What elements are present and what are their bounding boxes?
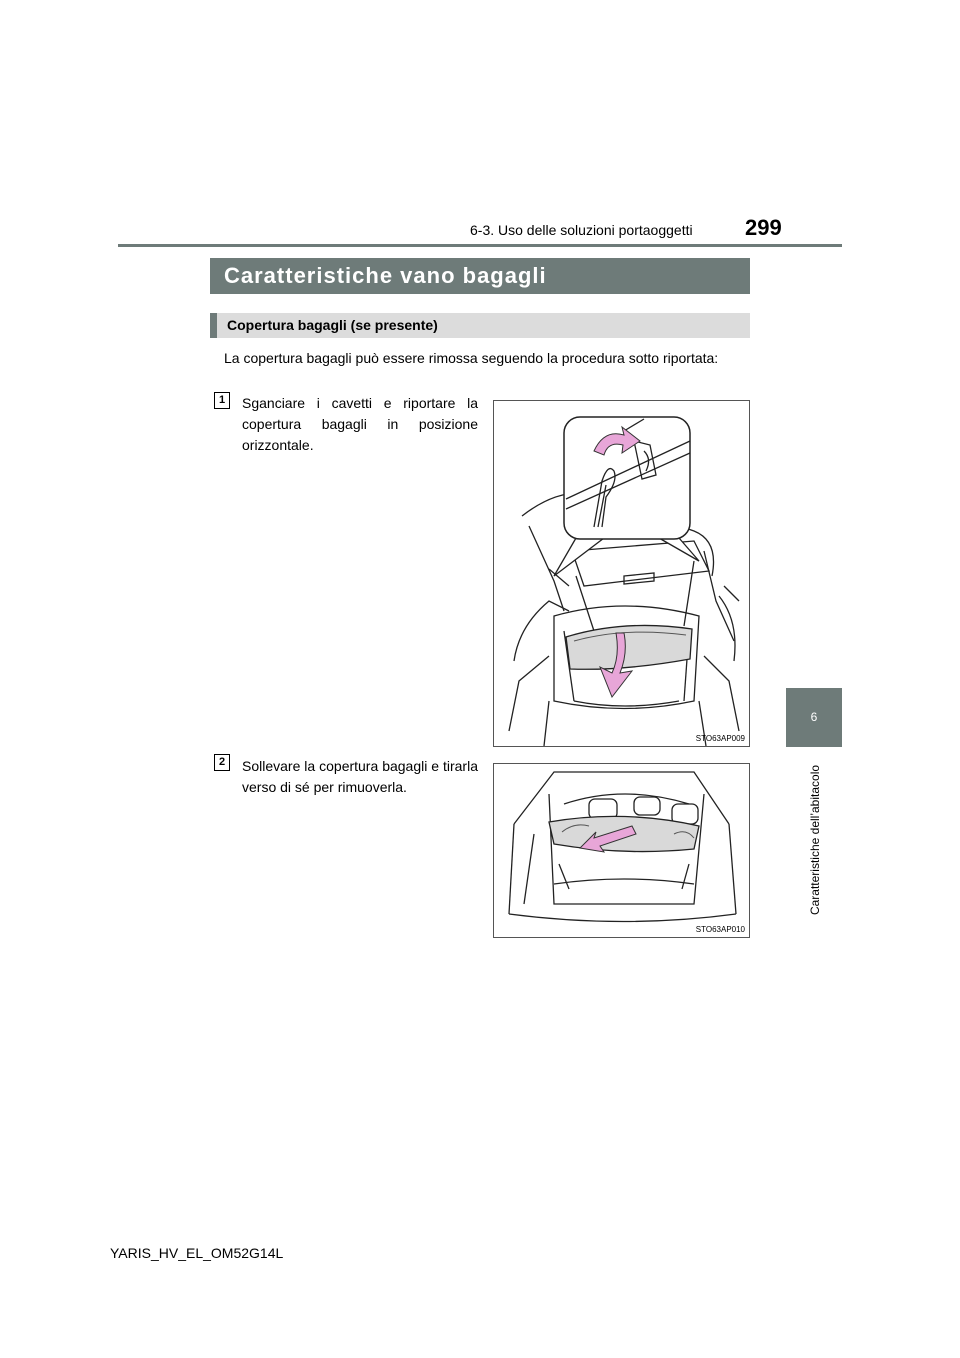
figure-code-2: STO63AP010	[695, 925, 745, 934]
cargo-area-illustration	[494, 764, 750, 938]
chapter-label: Caratteristiche dell’abitacolo	[808, 764, 822, 916]
figure-hook-release	[493, 400, 750, 747]
step-number-1: 1	[214, 392, 230, 409]
subsection-title: Copertura bagagli (se presente)	[210, 313, 750, 338]
section-reference: 6-3. Uso delle soluzioni portaoggetti	[470, 222, 693, 238]
car-rear-hatch-illustration	[494, 401, 750, 747]
figure-cover-removal	[493, 763, 750, 938]
intro-paragraph: La copertura bagagli può essere rimossa seguendo la procedura sotto riportata:	[224, 350, 719, 366]
page-number: 299	[745, 215, 782, 240]
chapter-label-container	[760, 760, 870, 920]
chapter-tab: 6	[786, 688, 842, 747]
header-rule	[118, 244, 842, 247]
document-code: YARIS_HV_EL_OM52G14L	[110, 1245, 284, 1261]
step-text-2: Sollevare la copertura bagagli e tirarla verso di sé per rimuoverla.	[242, 758, 478, 795]
step-number-2: 2	[214, 754, 230, 771]
step-text-1: Sganciare i cavetti e riportare la copertura bagagli in posizione orizzontale.	[242, 395, 478, 453]
page-title: Caratteristiche vano bagagli	[210, 258, 750, 294]
figure-code-1: STO63AP009	[695, 734, 745, 743]
